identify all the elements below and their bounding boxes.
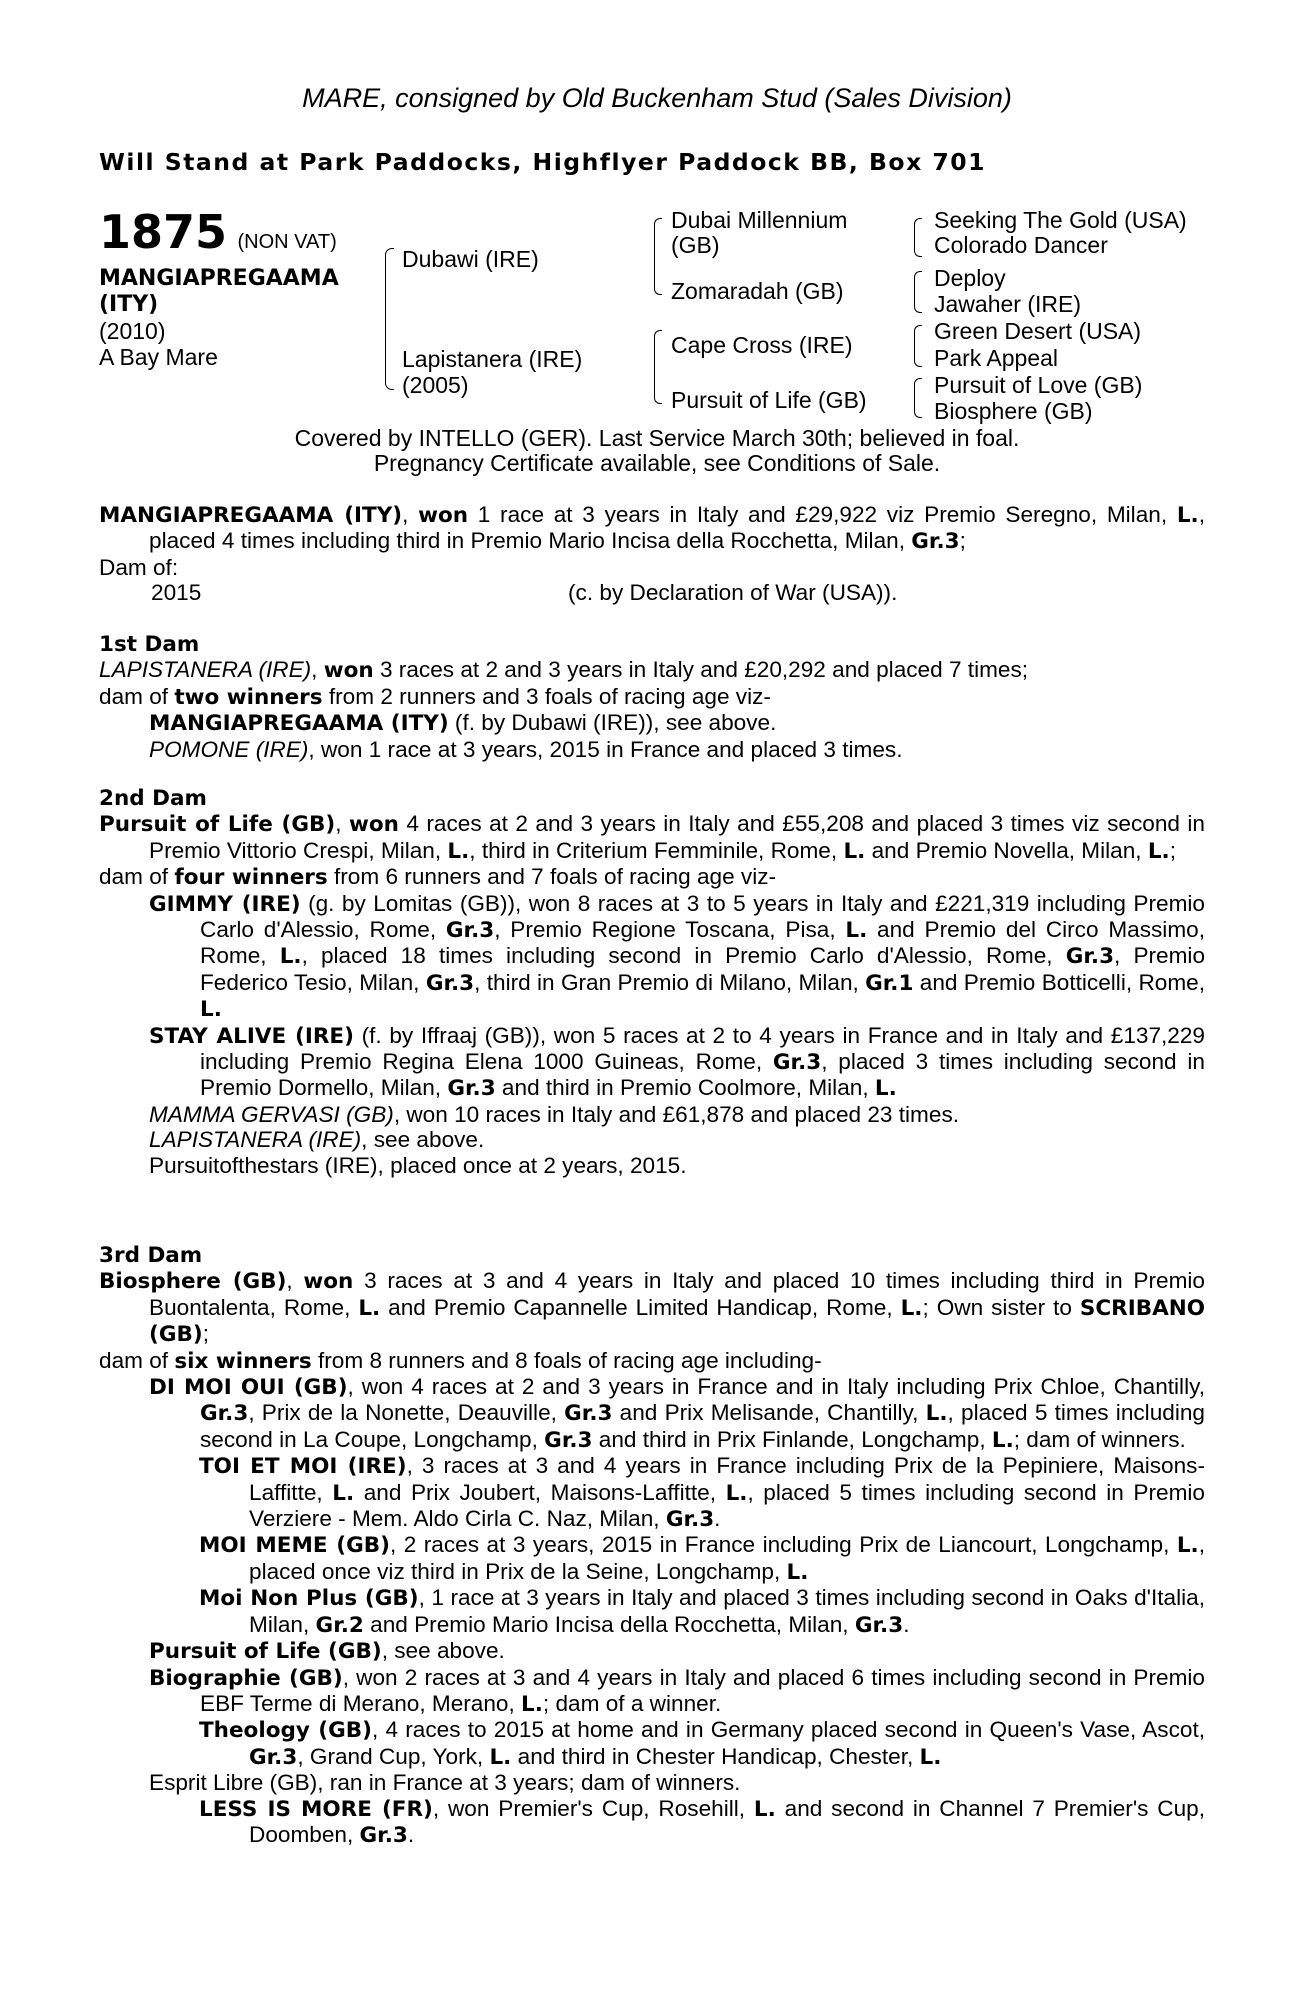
third-dam-foal-4: Esprit Libre (GB), ran in France at 3 years; dam of winners. xyxy=(149,1770,741,1796)
third-dam-section xyxy=(99,1243,1205,1848)
pedigree-bracket-sire xyxy=(654,218,662,295)
pedigree-g3-2: Colorado Dancer xyxy=(934,232,1108,258)
pedigree-dam-sire: Cape Cross (IRE) xyxy=(671,332,853,358)
pedigree-bracket-g2 xyxy=(914,271,922,313)
pedigree-sire-dam: Zomaradah (GB) xyxy=(671,278,844,304)
first-dam-record: LAPISTANERA (IRE), won 3 races at 2 and 3 years in Italy and £20,292 and placed 7 times; xyxy=(99,657,1029,684)
second-dam-foal-5: Pursuitofthestars (IRE), placed once at 2 years, 2015. xyxy=(149,1152,687,1178)
horse-name: MANGIAPREGAAMA xyxy=(99,266,339,291)
pedigree-bracket-dam xyxy=(654,330,662,404)
third-dam-record: Biosphere (GB), won 3 races at 3 and 4 years in Italy and placed 10 times including third in Premio Buontalenta, Rome, L. and Premio Capannelle Limited Handicap, Rome, L.; Own sister to SCRIBANO (GB); xyxy=(99,1268,1205,1348)
horse-description: A Bay Mare xyxy=(99,344,218,370)
dam-of-label: Dam of: xyxy=(99,554,179,580)
vat-status: (NON VAT) xyxy=(237,231,337,253)
pedigree-bracket-g1 xyxy=(914,218,922,257)
second-dam-produce-summary: dam of four winners from 6 runners and 7 foals of racing age viz- xyxy=(99,864,777,891)
third-dam-grandfoal-2: MOI MEME (GB), 2 races at 3 years, 2015 in France including Prix de Liancourt, Longchamp, L., placed once viz third in Prix de la Seine, Longchamp, L. xyxy=(199,1532,1205,1585)
first-dam-heading: 1st Dam xyxy=(99,632,200,657)
stand-location: Will Stand at Park Paddocks, Highflyer Paddock BB, Box 701 xyxy=(99,148,986,176)
pedigree-sire: Dubawi (IRE) xyxy=(402,246,539,272)
third-dam-grandfoal-3: Moi Non Plus (GB), 1 race at 3 years in Italy and placed 3 times including second in Oaks d'Italia, Milan, Gr.2 and Premio Mario Incisa della Rocchetta, Milan, Gr.3. xyxy=(199,1585,1205,1638)
pedigree-dam-dam: Pursuit of Life (GB) xyxy=(671,387,867,413)
horse-name-country: (ITY) xyxy=(99,292,159,317)
pedigree-dam: Lapistanera (IRE) xyxy=(402,346,583,372)
pedigree-g3-5: Green Desert (USA) xyxy=(934,318,1142,344)
third-dam-foal-1: DI MOI OUI (GB), won 4 races at 2 and 3 years in France and in Italy including Prix Chloe, Chantilly, Gr.3, Prix de la Nonette, Deauville, Gr.3 and Prix Melisande, Chantilly, L., placed 5 times including second in La Coupe, Longchamp, Gr.3 and third in Prix Finlande, Longchamp, L.; dam of winners. xyxy=(149,1374,1205,1453)
pedigree-g3-3: Deploy xyxy=(934,265,1006,291)
first-dam-foal-2: POMONE (IRE), won 1 race at 3 years, 2015 in France and placed 3 times. xyxy=(149,736,903,762)
third-dam-grandfoal-4: Theology (GB), 4 races to 2015 at home and in Germany placed second in Queen's Vase, Ascot, Gr.3, Grand Cup, York, L. and third in Chester Handicap, Chester, L. xyxy=(199,1717,1205,1770)
pedigree-sire-sire-country: (GB) xyxy=(671,232,720,258)
second-dam-foal-2: STAY ALIVE (IRE) (f. by Iffraaj (GB)), won 5 races at 2 to 4 years in France and in Italy and £137,229 including Premio Regina Elena 1000 Guineas, Rome, Gr.3, placed 3 times including second in Premio Dormello, Milan, Gr.3 and third in Premio Coolmore, Milan, L. xyxy=(149,1022,1205,1102)
pedigree-g3-6: Park Appeal xyxy=(934,345,1059,371)
horse-year: (2010) xyxy=(99,318,166,344)
pedigree-sire-sire: Dubai Millennium xyxy=(671,207,848,233)
pedigree-g3-4: Jawaher (IRE) xyxy=(934,291,1081,317)
third-dam-produce-summary: dam of six winners from 8 runners and 8 foals of racing age including- xyxy=(99,1347,822,1374)
pedigree-g3-8: Biosphere (GB) xyxy=(934,398,1093,424)
second-dam-foal-1: GIMMY (IRE) (g. by Lomitas (GB)), won 8 races at 3 to 5 years in Italy and £221,319 including Premio Carlo d'Alessio, Rome, Gr.3, Premio Regione Toscana, Pisa, L. and Premio del Circo Massimo, Rome, L., placed 18 times including second in Premio Carlo d'Alessio, Rome, Gr.3, Premio Federico Tesio, Milan, Gr.3, third in Gran Premio di Milano, Milan, Gr.1 and Premio Botticelli, Rome, L. xyxy=(149,890,1206,1023)
first-dam-foal-1: MANGIAPREGAAMA (ITY) (f. by Dubawi (IRE)), see above. xyxy=(149,710,777,737)
second-dam-section xyxy=(99,786,1205,1178)
pedigree-bracket-g4 xyxy=(914,378,922,418)
third-dam-grandfoal-1: TOI ET MOI (IRE), 3 races at 3 and 4 years in France including Prix de la Pepiniere, Maisons-Laffitte, L. and Prix Joubert, Maisons-Laffitte, L., placed 5 times including second in Premio Verziere - Mem. Aldo Cirla C. Naz, Milan, Gr.3. xyxy=(199,1453,1205,1533)
second-dam-foal-3: MAMMA GERVASI (GB), won 10 races in Italy and £61,878 and placed 23 times. xyxy=(149,1101,960,1127)
first-dam-produce-summary: dam of two winners from 2 runners and 3 foals of racing age viz- xyxy=(99,683,771,710)
mare-record-section xyxy=(99,502,1205,606)
progeny-year: 2015 xyxy=(151,580,202,606)
pedigree-g3-1: Seeking The Gold (USA) xyxy=(934,207,1187,233)
page-title: MARE, consigned by Old Buckenham Stud (Sales Division) xyxy=(302,83,1012,113)
third-dam-foal-3: Biographie (GB), won 2 races at 3 and 4 years in Italy and placed 6 times including second in Premio EBF Terme di Merano, Merano, L.; dam of a winner. xyxy=(149,1664,1205,1717)
second-dam-record: Pursuit of Life (GB), won 4 races at 2 and 3 years in Italy and £55,208 and placed 3 times viz second in Premio Vittorio Crespi, Milan, L., third in Criterium Femminile, Rome, L. and Premio Novella, Milan, L.; xyxy=(99,811,1205,864)
pedigree-bracket-g3 xyxy=(914,325,922,367)
mare-record: MANGIAPREGAAMA (ITY), won 1 race at 3 years in Italy and £29,922 viz Premio Seregno, Milan, L., placed 4 times including third in Premio Mario Incisa della Rocchetta, Milan, Gr.3; xyxy=(99,502,1205,555)
first-dam-section xyxy=(99,632,1205,762)
third-dam-heading: 3rd Dam xyxy=(99,1243,203,1268)
pedigree-dam-year: (2005) xyxy=(402,372,469,398)
progeny-row xyxy=(99,580,1205,605)
pedigree-bracket-parents xyxy=(385,248,394,390)
pregnancy-certificate: Pregnancy Certificate available, see Conditions of Sale. xyxy=(373,450,941,476)
lot-number: 1875 xyxy=(99,205,228,259)
second-dam-heading: 2nd Dam xyxy=(99,786,207,811)
pedigree-g3-7: Pursuit of Love (GB) xyxy=(934,372,1143,398)
progeny-sire: (c. by Declaration of War (USA)). xyxy=(568,580,898,606)
third-dam-foal-2: Pursuit of Life (GB), see above. xyxy=(149,1638,505,1665)
third-dam-grandfoal-5: LESS IS MORE (FR), won Premier's Cup, Rosehill, L. and second in Channel 7 Premier's Cup, Doomben, Gr.3. xyxy=(199,1795,1206,1848)
lot-number-line xyxy=(99,205,337,268)
covered-by: Covered by INTELLO (GER). Last Service March 30th; believed in foal. xyxy=(294,425,1020,451)
second-dam-foal-4: LAPISTANERA (IRE), see above. xyxy=(149,1127,485,1153)
